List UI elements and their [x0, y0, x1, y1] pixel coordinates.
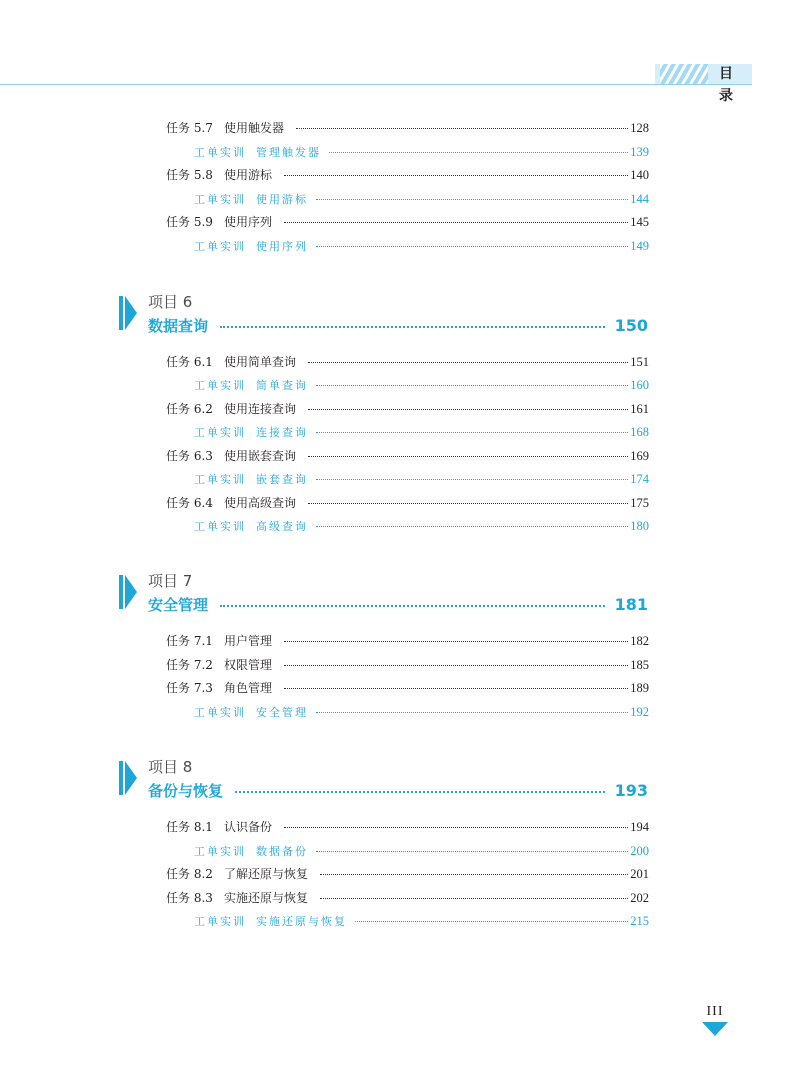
page-ref: 192: [630, 705, 649, 719]
task-title: 使用高级查询: [224, 496, 297, 510]
toc-subentry[interactable]: [194, 236, 649, 256]
project-page-ref: 150: [614, 315, 648, 335]
practice-title: 实施还原与恢复: [256, 915, 347, 928]
leader-dots: [220, 605, 605, 607]
project-arrow-icon: [119, 296, 137, 330]
task-number: 任务 5.9: [166, 215, 213, 229]
project-title: 备份与恢复: [148, 781, 224, 800]
leader-dots: [316, 712, 628, 713]
page-ref: 200: [630, 844, 649, 858]
task-number: 任务 6.2: [166, 402, 213, 416]
practice-label: 工单实训: [194, 845, 246, 858]
task-title: 使用游标: [224, 168, 273, 182]
page-ref: 215: [630, 914, 649, 928]
practice-label: 工单实训: [194, 915, 246, 928]
task-title: 认识备份: [224, 820, 273, 834]
leader-dots: [220, 326, 605, 328]
task-title: 角色管理: [224, 681, 273, 695]
leader-dots: [316, 526, 628, 527]
toc-entry[interactable]: [166, 493, 649, 513]
project-entry[interactable]: [148, 593, 648, 615]
page-ref: 174: [630, 472, 649, 486]
toc-subentry[interactable]: [194, 422, 649, 442]
toc-subentry[interactable]: [194, 189, 649, 209]
practice-label: 工单实训: [194, 706, 246, 719]
project-entry[interactable]: [148, 779, 648, 801]
practice-label: 工单实训: [194, 426, 246, 439]
task-title: 使用简单查询: [224, 355, 297, 369]
leader-dots: [355, 921, 628, 922]
page-ref: 180: [630, 519, 649, 533]
leader-dots: [320, 898, 628, 899]
toc-entry[interactable]: [166, 888, 649, 908]
practice-title: 嵌套查询: [256, 473, 308, 486]
task-title: 用户管理: [224, 634, 273, 648]
task-title: 了解还原与恢复: [224, 867, 309, 881]
practice-title: 安全管理: [256, 706, 308, 719]
toc-entry[interactable]: [166, 655, 649, 675]
task-title: 使用触发器: [224, 121, 285, 135]
task-title: 实施还原与恢复: [224, 891, 309, 905]
project-arrow-icon: [119, 575, 137, 609]
toc-entry[interactable]: [166, 864, 649, 884]
task-title: 使用嵌套查询: [224, 449, 297, 463]
project-title: 数据查询: [148, 316, 209, 335]
practice-label: 工单实训: [194, 193, 246, 206]
toc-entry[interactable]: [166, 352, 649, 372]
page-ref: 160: [630, 378, 649, 392]
practice-label: 工单实训: [194, 379, 246, 392]
leader-dots: [284, 222, 628, 223]
practice-label: 工单实训: [194, 520, 246, 533]
page-ref: 202: [630, 891, 649, 905]
toc-subentry[interactable]: [194, 469, 649, 489]
project-page-ref: 181: [614, 594, 648, 614]
leader-dots: [284, 688, 628, 689]
project-arrow-icon: [119, 761, 137, 795]
toc-entry[interactable]: [166, 446, 649, 466]
leader-dots: [308, 503, 628, 504]
toc-entry[interactable]: [166, 399, 649, 419]
toc-subentry[interactable]: [194, 702, 649, 722]
page-ref: 189: [630, 681, 649, 695]
task-number: 任务 8.3: [166, 891, 213, 905]
leader-dots: [316, 246, 628, 247]
page-ref: 194: [630, 820, 649, 834]
practice-title: 数据备份: [256, 845, 308, 858]
page-ref: 175: [630, 496, 649, 510]
leader-dots: [320, 874, 628, 875]
toc-entry[interactable]: [166, 817, 649, 837]
page-ref: 161: [630, 402, 649, 416]
practice-label: 工单实训: [194, 240, 246, 253]
page-ref: 149: [630, 239, 649, 253]
task-number: 任务 7.3: [166, 681, 213, 695]
toc-subentry[interactable]: [194, 911, 649, 931]
page-title: 目 录: [719, 66, 741, 104]
page-ref: 151: [630, 355, 649, 369]
leader-dots: [329, 152, 628, 153]
leader-dots: [308, 362, 628, 363]
page-ref: 140: [630, 168, 649, 182]
practice-title: 简单查询: [256, 379, 308, 392]
task-title: 使用序列: [224, 215, 273, 229]
toc-subentry[interactable]: [194, 375, 649, 395]
project-title: 安全管理: [148, 595, 209, 614]
leader-dots: [316, 851, 628, 852]
leader-dots: [235, 791, 605, 793]
task-title: 使用连接查询: [224, 402, 297, 416]
practice-title: 使用游标: [256, 193, 308, 206]
project-label: 项目 7: [148, 572, 193, 590]
project-label: 项目 8: [148, 758, 193, 776]
page-ref: 145: [630, 215, 649, 229]
task-number: 任务 6.4: [166, 496, 213, 510]
practice-title: 使用序列: [256, 240, 308, 253]
toc-entry[interactable]: [166, 118, 649, 138]
practice-title: 管理触发器: [256, 146, 321, 159]
toc-subentry[interactable]: [194, 841, 649, 861]
leader-dots: [316, 385, 628, 386]
leader-dots: [316, 432, 628, 433]
task-number: 任务 5.8: [166, 168, 213, 182]
task-number: 任务 6.1: [166, 355, 213, 369]
leader-dots: [296, 128, 628, 129]
task-number: 任务 5.7: [166, 121, 213, 135]
project-entry[interactable]: [148, 314, 648, 336]
page-number: III: [706, 1004, 724, 1019]
leader-dots: [284, 665, 628, 666]
task-number: 任务 8.1: [166, 820, 213, 834]
page-ref: 169: [630, 449, 649, 463]
leader-dots: [284, 641, 628, 642]
task-title: 权限管理: [224, 658, 273, 672]
project-label: 项目 6: [148, 293, 193, 311]
leader-dots: [308, 456, 628, 457]
task-number: 任务 6.3: [166, 449, 213, 463]
leader-dots: [284, 827, 628, 828]
toc-entry[interactable]: [166, 631, 649, 651]
leader-dots: [316, 199, 628, 200]
leader-dots: [308, 409, 628, 410]
toc-entry[interactable]: [166, 212, 649, 232]
page-ref: 139: [630, 145, 649, 159]
practice-label: 工单实训: [194, 146, 246, 159]
practice-label: 工单实训: [194, 473, 246, 486]
leader-dots: [284, 175, 628, 176]
toc-entry[interactable]: [166, 678, 649, 698]
page-ref: 182: [630, 634, 649, 648]
toc-subentry[interactable]: [194, 142, 649, 162]
toc-subentry[interactable]: [194, 516, 649, 536]
header-stripes: [660, 64, 708, 84]
practice-title: 连接查询: [256, 426, 308, 439]
page-ref: 168: [630, 425, 649, 439]
page-ref: 185: [630, 658, 649, 672]
page-ref: 201: [630, 867, 649, 881]
task-number: 任务 7.1: [166, 634, 213, 648]
header-rule: [0, 84, 752, 85]
task-number: 任务 8.2: [166, 867, 213, 881]
page-ref: 128: [630, 121, 649, 135]
toc-entry[interactable]: [166, 165, 649, 185]
task-number: 任务 7.2: [166, 658, 213, 672]
project-page-ref: 193: [614, 780, 648, 800]
practice-title: 高级查询: [256, 520, 308, 533]
leader-dots: [316, 479, 628, 480]
page-down-arrow-icon: [702, 1022, 728, 1036]
page-ref: 144: [630, 192, 649, 206]
